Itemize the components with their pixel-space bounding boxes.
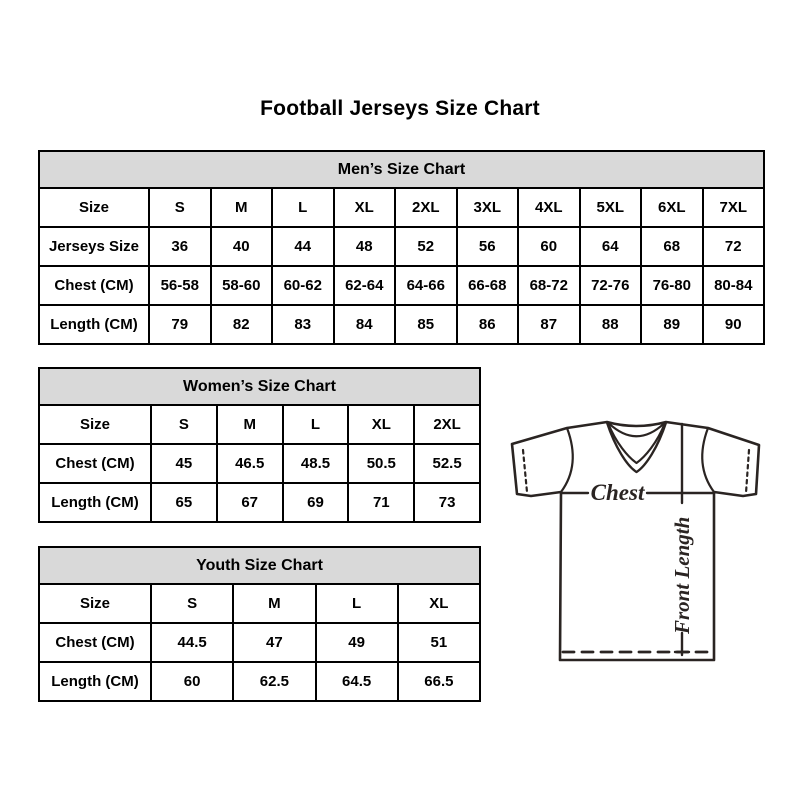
cell-value: 62-64 xyxy=(334,266,396,305)
cell-value: 72-76 xyxy=(580,266,642,305)
cell-value: 84 xyxy=(334,305,396,344)
cell-value: 52.5 xyxy=(414,444,480,483)
table-row xyxy=(39,662,480,701)
table-header-row xyxy=(39,368,480,405)
cell-value: 64.5 xyxy=(316,662,398,701)
cell-value: 47 xyxy=(233,623,315,662)
cell-value: 71 xyxy=(348,483,414,522)
youth-size-table xyxy=(38,546,481,702)
mens-table-title: Men’s Size Chart xyxy=(39,151,764,188)
cell-value: 7XL xyxy=(703,188,765,227)
table-header-row xyxy=(39,547,480,584)
cell-value: 65 xyxy=(151,483,217,522)
cell-value: 48 xyxy=(334,227,396,266)
cell-value: S xyxy=(151,584,233,623)
cell-value: 4XL xyxy=(518,188,580,227)
row-label: Jerseys Size xyxy=(39,227,149,266)
cell-value: 73 xyxy=(414,483,480,522)
row-label: Length (CM) xyxy=(39,662,151,701)
cell-value: 86 xyxy=(457,305,519,344)
table-row xyxy=(39,623,480,662)
cell-value: XL xyxy=(348,405,414,444)
cell-value: 51 xyxy=(398,623,480,662)
cell-value: 56-58 xyxy=(149,266,211,305)
cell-value: 2XL xyxy=(395,188,457,227)
cell-value: 44.5 xyxy=(151,623,233,662)
table-row xyxy=(39,405,480,444)
table-row xyxy=(39,227,764,266)
table-header-row xyxy=(39,151,764,188)
cell-value: L xyxy=(272,188,334,227)
cell-value: 90 xyxy=(703,305,765,344)
cell-value: 64-66 xyxy=(395,266,457,305)
jersey-diagram xyxy=(504,403,767,667)
cell-value: 69 xyxy=(283,483,349,522)
cell-value: 40 xyxy=(211,227,273,266)
cell-value: 52 xyxy=(395,227,457,266)
cell-value: 83 xyxy=(272,305,334,344)
cell-value: 36 xyxy=(149,227,211,266)
cell-value: 66.5 xyxy=(398,662,480,701)
table-row xyxy=(39,483,480,522)
womens-table-title: Women’s Size Chart xyxy=(39,368,480,405)
cell-value: 62.5 xyxy=(233,662,315,701)
table-row xyxy=(39,305,764,344)
left-armhole-seam xyxy=(561,428,573,492)
chest-measure-label: Chest xyxy=(590,480,645,505)
cell-value: XL xyxy=(398,584,480,623)
cell-value: 66-68 xyxy=(457,266,519,305)
row-label: Length (CM) xyxy=(39,305,149,344)
cell-value: 85 xyxy=(395,305,457,344)
table-row xyxy=(39,266,764,305)
cell-value: 79 xyxy=(149,305,211,344)
cell-value: 3XL xyxy=(457,188,519,227)
row-label: Chest (CM) xyxy=(39,444,151,483)
cell-value: XL xyxy=(334,188,396,227)
cell-value: 58-60 xyxy=(211,266,273,305)
cell-value: 44 xyxy=(272,227,334,266)
cell-value: 76-80 xyxy=(641,266,703,305)
cell-value: 50.5 xyxy=(348,444,414,483)
cell-value: 68 xyxy=(641,227,703,266)
right-cuff-stitch-line xyxy=(746,450,749,493)
cell-value: 6XL xyxy=(641,188,703,227)
row-label: Chest (CM) xyxy=(39,266,149,305)
cell-value: S xyxy=(151,405,217,444)
cell-value: 60 xyxy=(151,662,233,701)
cell-value: 88 xyxy=(580,305,642,344)
cell-value: M xyxy=(217,405,283,444)
youth-table-title: Youth Size Chart xyxy=(39,547,480,584)
cell-value: L xyxy=(316,584,398,623)
cell-value: 72 xyxy=(703,227,765,266)
jersey-outline-shape xyxy=(512,422,759,660)
cell-value: 82 xyxy=(211,305,273,344)
womens-size-table xyxy=(38,367,481,523)
cell-value: S xyxy=(149,188,211,227)
front-length-measure-label: Front Length xyxy=(670,516,694,634)
row-label: Chest (CM) xyxy=(39,623,151,662)
cell-value: 45 xyxy=(151,444,217,483)
cell-value: 2XL xyxy=(414,405,480,444)
cell-value: 68-72 xyxy=(518,266,580,305)
cell-value: L xyxy=(283,405,349,444)
row-label: Size xyxy=(39,405,151,444)
mens-size-table xyxy=(38,150,765,345)
table-row xyxy=(39,188,764,227)
cell-value: 67 xyxy=(217,483,283,522)
cell-value: 64 xyxy=(580,227,642,266)
cell-value: 46.5 xyxy=(217,444,283,483)
row-label: Length (CM) xyxy=(39,483,151,522)
row-label: Size xyxy=(39,188,149,227)
left-cuff-stitch-line xyxy=(523,450,527,492)
cell-value: 60 xyxy=(518,227,580,266)
cell-value: M xyxy=(211,188,273,227)
page-title: Football Jerseys Size Chart xyxy=(260,97,540,120)
cell-value: M xyxy=(233,584,315,623)
cell-value: 49 xyxy=(316,623,398,662)
right-armhole-seam xyxy=(702,428,714,492)
cell-value: 87 xyxy=(518,305,580,344)
cell-value: 89 xyxy=(641,305,703,344)
table-row xyxy=(39,444,480,483)
row-label: Size xyxy=(39,584,151,623)
cell-value: 56 xyxy=(457,227,519,266)
cell-value: 5XL xyxy=(580,188,642,227)
table-row xyxy=(39,584,480,623)
cell-value: 80-84 xyxy=(703,266,765,305)
cell-value: 60-62 xyxy=(272,266,334,305)
cell-value: 48.5 xyxy=(283,444,349,483)
